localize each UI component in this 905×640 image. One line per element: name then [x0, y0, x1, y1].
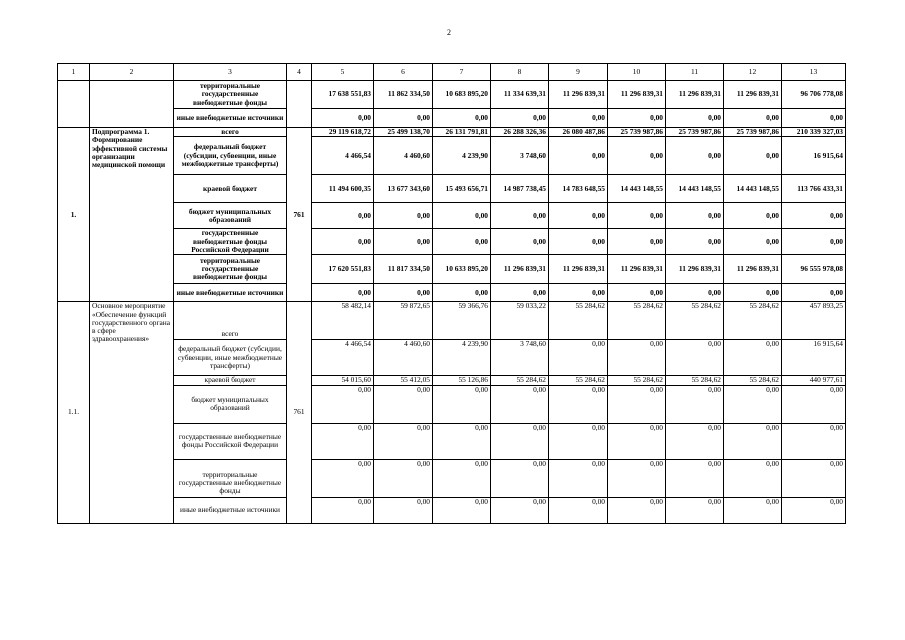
amount-cell: 14 987 738,45	[491, 175, 549, 203]
amount-cell: 0,00	[666, 284, 724, 302]
amount-cell: 0,00	[666, 497, 724, 523]
column-header: 12	[724, 64, 782, 81]
amount-cell: 0,00	[608, 340, 666, 376]
funding-source: государственные внебюджетные фонды Российской Федерации	[174, 423, 287, 459]
amount-cell: 457 893,25	[782, 302, 846, 340]
amount-cell: 0,00	[312, 459, 374, 497]
funding-source: иные внебюджетные источники	[174, 497, 287, 523]
amount-cell: 0,00	[782, 203, 846, 229]
amount-cell: 0,00	[608, 109, 666, 128]
amount-cell: 0,00	[374, 423, 433, 459]
column-header: 5	[312, 64, 374, 81]
table-row	[58, 203, 846, 229]
funding-source: иные внебюджетные источники	[174, 284, 287, 302]
amount-cell: 440 977,61	[782, 376, 846, 385]
column-header: 10	[608, 64, 666, 81]
amount-cell: 0,00	[312, 423, 374, 459]
amount-cell: 4 466,54	[312, 137, 374, 175]
amount-cell: 0,00	[608, 203, 666, 229]
header-row	[58, 64, 846, 81]
amount-cell: 210 339 327,03	[782, 128, 846, 137]
amount-cell: 58 482,14	[312, 302, 374, 340]
amount-cell: 0,00	[549, 109, 608, 128]
amount-cell: 25 739 987,86	[724, 128, 782, 137]
amount-cell: 29 119 618,72	[312, 128, 374, 137]
table-row	[58, 340, 846, 376]
amount-cell: 55 412,05	[374, 376, 433, 385]
amount-cell: 0,00	[491, 497, 549, 523]
column-header: 3	[174, 64, 287, 81]
funding-source: краевой бюджет	[174, 175, 287, 203]
amount-cell: 0,00	[549, 229, 608, 255]
amount-cell: 55 284,62	[549, 376, 608, 385]
amount-cell: 0,00	[724, 229, 782, 255]
column-header: 1	[58, 64, 90, 81]
funding-source: всего	[174, 128, 287, 137]
amount-cell: 16 915,64	[782, 340, 846, 376]
row-index: 1.1.	[58, 302, 90, 523]
amount-cell: 0,00	[666, 109, 724, 128]
amount-cell: 0,00	[312, 203, 374, 229]
amount-cell: 96 706 778,08	[782, 81, 846, 109]
amount-cell: 26 131 791,81	[433, 128, 491, 137]
budget-table-wrapper	[57, 63, 846, 524]
amount-cell: 11 296 839,31	[549, 81, 608, 109]
amount-cell: 0,00	[608, 229, 666, 255]
table-row	[58, 255, 846, 284]
funding-source: территориальные государственные внебюджетные фонды	[174, 255, 287, 284]
amount-cell: 0,00	[724, 423, 782, 459]
amount-cell: 4 466,54	[312, 340, 374, 376]
amount-cell: 4 239,90	[433, 137, 491, 175]
column-header: 8	[491, 64, 549, 81]
amount-cell: 0,00	[666, 137, 724, 175]
column-header: 2	[90, 64, 174, 81]
amount-cell: 55 284,62	[608, 302, 666, 340]
funding-source: краевой бюджет	[174, 376, 287, 385]
amount-cell: 0,00	[724, 203, 782, 229]
amount-cell: 0,00	[433, 284, 491, 302]
amount-cell: 0,00	[549, 340, 608, 376]
amount-cell: 0,00	[608, 284, 666, 302]
amount-cell: 0,00	[491, 423, 549, 459]
amount-cell: 0,00	[724, 284, 782, 302]
code-cell	[287, 81, 312, 128]
budget-table	[57, 63, 846, 524]
funding-source: бюджет муниципальных образований	[174, 385, 287, 423]
amount-cell: 0,00	[549, 423, 608, 459]
amount-cell: 55 284,62	[666, 376, 724, 385]
amount-cell: 55 284,62	[666, 302, 724, 340]
amount-cell: 17 638 551,83	[312, 81, 374, 109]
amount-cell: 11 296 839,31	[549, 255, 608, 284]
amount-cell: 0,00	[666, 423, 724, 459]
amount-cell: 25 739 987,86	[608, 128, 666, 137]
table-row	[58, 302, 846, 340]
amount-cell: 3 748,60	[491, 137, 549, 175]
amount-cell: 0,00	[312, 497, 374, 523]
table-row	[58, 423, 846, 459]
amount-cell: 26 080 487,86	[549, 128, 608, 137]
amount-cell: 0,00	[374, 229, 433, 255]
amount-cell: 11 296 839,31	[666, 255, 724, 284]
amount-cell: 0,00	[433, 109, 491, 128]
amount-cell: 14 443 148,55	[666, 175, 724, 203]
table-row	[58, 385, 846, 423]
table-row	[58, 497, 846, 523]
amount-cell: 0,00	[491, 109, 549, 128]
amount-cell: 0,00	[433, 385, 491, 423]
amount-cell: 55 284,62	[549, 302, 608, 340]
amount-cell: 11 494 600,35	[312, 175, 374, 203]
amount-cell: 0,00	[724, 497, 782, 523]
column-header: 6	[374, 64, 433, 81]
amount-cell: 10 633 895,20	[433, 255, 491, 284]
amount-cell: 0,00	[782, 423, 846, 459]
amount-cell: 0,00	[312, 284, 374, 302]
amount-cell: 26 288 326,36	[491, 128, 549, 137]
amount-cell: 0,00	[433, 203, 491, 229]
amount-cell: 55 284,62	[724, 302, 782, 340]
row-index	[58, 81, 90, 128]
amount-cell: 0,00	[608, 137, 666, 175]
amount-cell: 4 460,60	[374, 340, 433, 376]
amount-cell: 0,00	[782, 229, 846, 255]
amount-cell: 0,00	[374, 203, 433, 229]
amount-cell: 11 334 639,31	[491, 81, 549, 109]
column-header: 9	[549, 64, 608, 81]
amount-cell: 0,00	[608, 497, 666, 523]
amount-cell: 0,00	[724, 137, 782, 175]
table-row	[58, 376, 846, 385]
amount-cell: 55 126,86	[433, 376, 491, 385]
amount-cell: 0,00	[549, 137, 608, 175]
amount-cell: 59 366,76	[433, 302, 491, 340]
amount-cell: 0,00	[433, 423, 491, 459]
amount-cell: 0,00	[724, 340, 782, 376]
table-row	[58, 175, 846, 203]
amount-cell: 55 284,62	[491, 376, 549, 385]
amount-cell: 55 284,62	[608, 376, 666, 385]
funding-source: государственные внебюджетные фонды Российской Федерации	[174, 229, 287, 255]
column-header: 11	[666, 64, 724, 81]
amount-cell: 25 499 138,70	[374, 128, 433, 137]
amount-cell: 0,00	[433, 229, 491, 255]
amount-cell: 14 443 148,55	[724, 175, 782, 203]
amount-cell: 0,00	[433, 459, 491, 497]
amount-cell: 0,00	[549, 284, 608, 302]
amount-cell: 10 683 895,20	[433, 81, 491, 109]
funding-source: бюджет муниципальных образований	[174, 203, 287, 229]
amount-cell: 0,00	[666, 229, 724, 255]
amount-cell: 0,00	[666, 459, 724, 497]
amount-cell: 96 555 978,08	[782, 255, 846, 284]
table-row	[58, 109, 846, 128]
amount-cell: 0,00	[782, 497, 846, 523]
funding-source: территориальные государственные внебюджетные фонды	[174, 81, 287, 109]
code-cell: 761	[287, 128, 312, 302]
item-title	[90, 81, 174, 128]
amount-cell: 0,00	[549, 459, 608, 497]
page-number: 2	[447, 28, 451, 37]
amount-cell: 15 493 656,71	[433, 175, 491, 203]
amount-cell: 0,00	[549, 203, 608, 229]
amount-cell: 54 015,60	[312, 376, 374, 385]
amount-cell: 0,00	[782, 284, 846, 302]
amount-cell: 25 739 987,86	[666, 128, 724, 137]
table-row	[58, 128, 846, 137]
table-row	[58, 284, 846, 302]
column-header: 4	[287, 64, 312, 81]
amount-cell: 0,00	[782, 385, 846, 423]
amount-cell: 11 296 839,31	[491, 255, 549, 284]
amount-cell: 0,00	[491, 385, 549, 423]
amount-cell: 11 296 839,31	[608, 255, 666, 284]
amount-cell: 0,00	[491, 203, 549, 229]
amount-cell: 11 296 839,31	[724, 81, 782, 109]
amount-cell: 17 620 551,83	[312, 255, 374, 284]
table-row	[58, 137, 846, 175]
amount-cell: 0,00	[724, 385, 782, 423]
amount-cell: 0,00	[666, 340, 724, 376]
amount-cell: 0,00	[549, 497, 608, 523]
amount-cell: 14 783 648,55	[549, 175, 608, 203]
column-header: 13	[782, 64, 846, 81]
row-index: 1.	[58, 128, 90, 302]
table-row	[58, 81, 846, 109]
amount-cell: 0,00	[491, 229, 549, 255]
funding-source: всего	[174, 302, 287, 340]
activity-title: Основное мероприятие «Обеспечение функций государственного органа в сфере здравоохранения»	[90, 302, 174, 523]
amount-cell: 0,00	[374, 459, 433, 497]
amount-cell: 55 284,62	[724, 376, 782, 385]
amount-cell: 0,00	[608, 385, 666, 423]
amount-cell: 13 677 343,60	[374, 175, 433, 203]
amount-cell: 0,00	[549, 385, 608, 423]
table-body	[58, 64, 846, 524]
amount-cell: 0,00	[374, 284, 433, 302]
amount-cell: 11 862 334,50	[374, 81, 433, 109]
amount-cell: 4 239,90	[433, 340, 491, 376]
amount-cell: 0,00	[724, 459, 782, 497]
amount-cell: 0,00	[374, 109, 433, 128]
amount-cell: 59 872,65	[374, 302, 433, 340]
amount-cell: 0,00	[666, 203, 724, 229]
amount-cell: 16 915,64	[782, 137, 846, 175]
amount-cell: 113 766 433,31	[782, 175, 846, 203]
subprogram-title: Подпрограмма 1. Формирование эффективной системы организации медицинской помощи	[90, 128, 174, 302]
code-cell: 761	[287, 302, 312, 523]
amount-cell: 11 296 839,31	[608, 81, 666, 109]
amount-cell: 3 748,60	[491, 340, 549, 376]
funding-source: федеральный бюджет (субсидии, субвенции, иные межбюджетные трансферты)	[174, 137, 287, 175]
amount-cell: 4 460,60	[374, 137, 433, 175]
amount-cell: 0,00	[724, 109, 782, 128]
amount-cell: 0,00	[374, 385, 433, 423]
amount-cell: 0,00	[608, 423, 666, 459]
amount-cell: 11 817 334,50	[374, 255, 433, 284]
amount-cell: 0,00	[491, 459, 549, 497]
amount-cell: 0,00	[608, 459, 666, 497]
funding-source: федеральный бюджет (субсидии, субвенции, иные межбюджетные трансферты)	[174, 340, 287, 376]
amount-cell: 0,00	[782, 109, 846, 128]
amount-cell: 0,00	[374, 497, 433, 523]
amount-cell: 0,00	[782, 459, 846, 497]
funding-source: территориальные государственные внебюджетные фонды	[174, 459, 287, 497]
amount-cell: 0,00	[433, 497, 491, 523]
funding-source: иные внебюджетные источники	[174, 109, 287, 128]
amount-cell: 59 033,22	[491, 302, 549, 340]
table-row	[58, 229, 846, 255]
amount-cell: 11 296 839,31	[724, 255, 782, 284]
amount-cell: 0,00	[312, 385, 374, 423]
amount-cell: 0,00	[312, 109, 374, 128]
amount-cell: 11 296 839,31	[666, 81, 724, 109]
amount-cell: 0,00	[491, 284, 549, 302]
table-row	[58, 459, 846, 497]
amount-cell: 14 443 148,55	[608, 175, 666, 203]
column-header: 7	[433, 64, 491, 81]
amount-cell: 0,00	[312, 229, 374, 255]
amount-cell: 0,00	[666, 385, 724, 423]
